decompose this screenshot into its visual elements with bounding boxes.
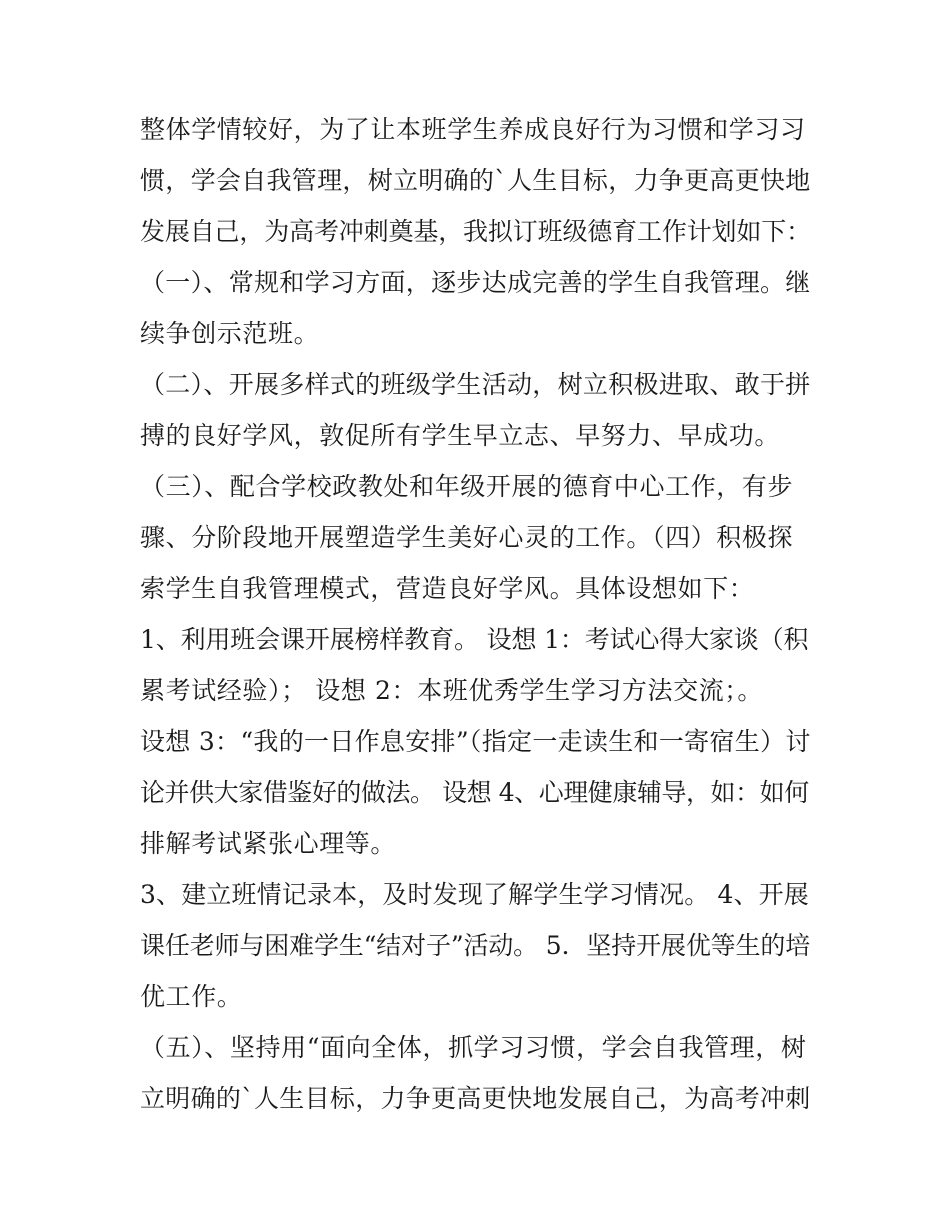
text-line: 索学生自我管理模式，营造良好学风。具体设想如下： (140, 574, 755, 603)
text-line: （二）、开展多样式的班级学生活动，树立积极进取、敢于拼 (140, 370, 811, 399)
text-line: 课任老师与困难学生“结对子”活动。 5．坚持开展优等生的培 (140, 931, 811, 960)
text-line: 惯，学会自我管理，树立明确的`人生目标，力争更高更快地 (140, 166, 811, 195)
text-line: 1、利用班会课开展榜样教育。 设想 1：考试心得大家谈（积 (140, 625, 809, 654)
text-line: 设想 3：“我的一日作息安排”（指定一走读生和一寄宿生）讨 (140, 727, 811, 756)
text-line: 优工作。 (140, 982, 243, 1011)
text-line: （一）、常规和学习方面，逐步达成完善的学生自我管理。继 (140, 268, 811, 297)
text-line: 累考试经验）； 设想 2：本班优秀学生学习方法交流；。 (140, 676, 764, 705)
text-line: 搏的良好学风，敦促所有学生早立志、早努力、早成功。 (140, 421, 781, 450)
text-line: 排解考试紧张心理等。 (140, 829, 397, 858)
text-line: 发展自己，为高考冲刺奠基，我拟订班级德育工作计划如下： (140, 217, 811, 246)
text-line: （五）、坚持用“面向全体，抓学习习惯，学会自我管理，树 (140, 1033, 807, 1062)
text-line: 整体学情较好，为了让本班学生养成良好行为习惯和学习习 (140, 115, 806, 144)
text-line: 骤、分阶段地开展塑造学生美好心灵的工作。（四）积极探 (140, 523, 794, 552)
text-line: （三）、配合学校政教处和年级开展的德育中心工作，有步 (140, 472, 794, 501)
text-line: 续争创示范班。 (140, 319, 320, 348)
text-line: 3、建立班情记录本，及时发现了解学生学习情况。 4、开展 (140, 880, 809, 909)
text-line: 立明确的`人生目标，力争更高更快地发展自己，为高考冲刺 (140, 1084, 811, 1113)
text-line: 论并供大家借鉴好的做法。 设想 4、心理健康辅导，如：如何 (140, 778, 809, 807)
